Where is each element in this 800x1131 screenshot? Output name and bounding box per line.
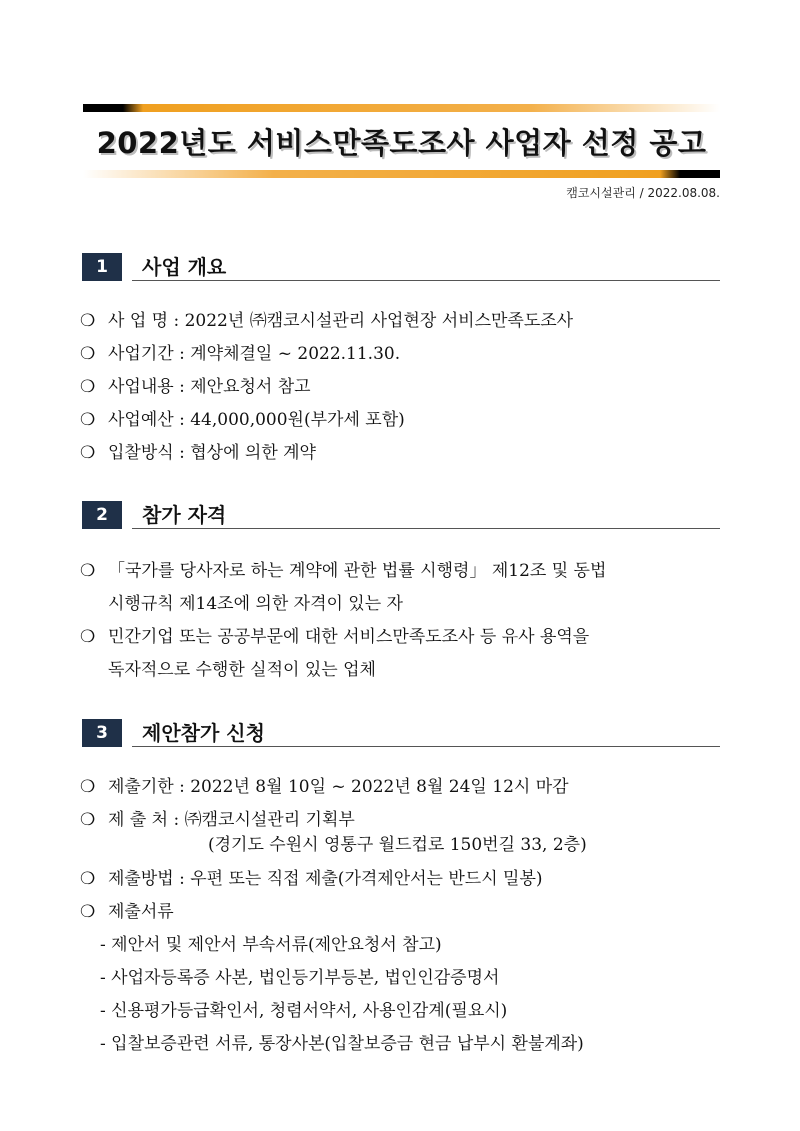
list-item: ❍ 사업예산 : 44,000,000원(부가세 포함) (80, 410, 405, 430)
section-2-heading (82, 499, 720, 529)
address-line: (경기도 수원시 영통구 월드컵로 150번길 33, 2층) (208, 835, 587, 855)
circle-bullet-icon: ❍ (80, 627, 96, 647)
title-bar-bottom (83, 170, 720, 178)
section-number: 2 (82, 501, 122, 529)
document-list-item: - 제안서 및 제안서 부속서류(제안요청서 참고) (100, 935, 442, 955)
list-item: ❍ 사업기간 : 계약체결일 ~ 2022.11.30. (80, 344, 401, 364)
list-item: ❍ 제출기한 : 2022년 8월 10일 ~ 2022년 8월 24일 12시 마감 (80, 777, 569, 797)
list-item: ❍ 제출서류 (80, 902, 174, 922)
list-item: ❍ 제 출 처 : ㈜캠코시설관리 기획부 (80, 810, 355, 830)
section-rule (132, 528, 720, 529)
circle-bullet-icon: ❍ (80, 561, 96, 581)
section-title: 참가 자격 (142, 503, 227, 527)
circle-bullet-icon: ❍ (80, 443, 96, 463)
circle-bullet-icon: ❍ (80, 902, 96, 922)
circle-bullet-icon: ❍ (80, 377, 96, 397)
title-block (83, 104, 720, 178)
circle-bullet-icon: ❍ (80, 869, 96, 889)
section-title: 사업 개요 (142, 255, 227, 279)
section-title: 제안참가 신청 (142, 721, 265, 745)
circle-bullet-icon: ❍ (80, 777, 96, 797)
list-item: ❍ 사업내용 : 제안요청서 참고 (80, 377, 311, 397)
document-list-item: - 신용평가등급확인서, 청렴서약서, 사용인감계(필요시) (100, 1001, 508, 1021)
section-number: 3 (82, 719, 122, 747)
document-list-item: - 입찰보증관련 서류, 통장사본(입찰보증금 현금 납부시 환불계좌) (100, 1034, 584, 1054)
circle-bullet-icon: ❍ (80, 810, 96, 830)
circle-bullet-icon: ❍ (80, 311, 96, 331)
document-meta: 캠코시설관리 / 2022.08.08. (566, 186, 720, 200)
list-item: ❍ 민간기업 또는 공공부문에 대한 서비스만족도조사 등 유사 용역을 (80, 627, 590, 647)
title-bar-top (83, 104, 720, 112)
list-item: ❍ 사 업 명 : 2022년 ㈜캠코시설관리 사업현장 서비스만족도조사 (80, 311, 574, 331)
section-1-heading (82, 251, 720, 281)
list-item: ❍ 제출방법 : 우편 또는 직접 제출(가격제안서는 반드시 밀봉) (80, 869, 543, 889)
section-rule (132, 746, 720, 747)
list-item-continuation: 독자적으로 수행한 실적이 있는 업체 (108, 660, 376, 680)
document-list-item: - 사업자등록증 사본, 법인등기부등본, 법인인감증명서 (100, 968, 500, 988)
circle-bullet-icon: ❍ (80, 344, 96, 364)
document-title: 2022년도 서비스만족도조사 사업자 선정 공고 (96, 126, 707, 160)
list-item: ❍ 「국가를 당사자로 하는 계약에 관한 법률 시행령」 제12조 및 동법 (80, 561, 607, 581)
section-rule (132, 280, 720, 281)
list-item-continuation: 시행규칙 제14조에 의한 자격이 있는 자 (108, 594, 403, 614)
section-number: 1 (82, 253, 122, 281)
section-3-heading (82, 717, 720, 747)
circle-bullet-icon: ❍ (80, 410, 96, 430)
list-item: ❍ 입찰방식 : 협상에 의한 계약 (80, 443, 316, 463)
